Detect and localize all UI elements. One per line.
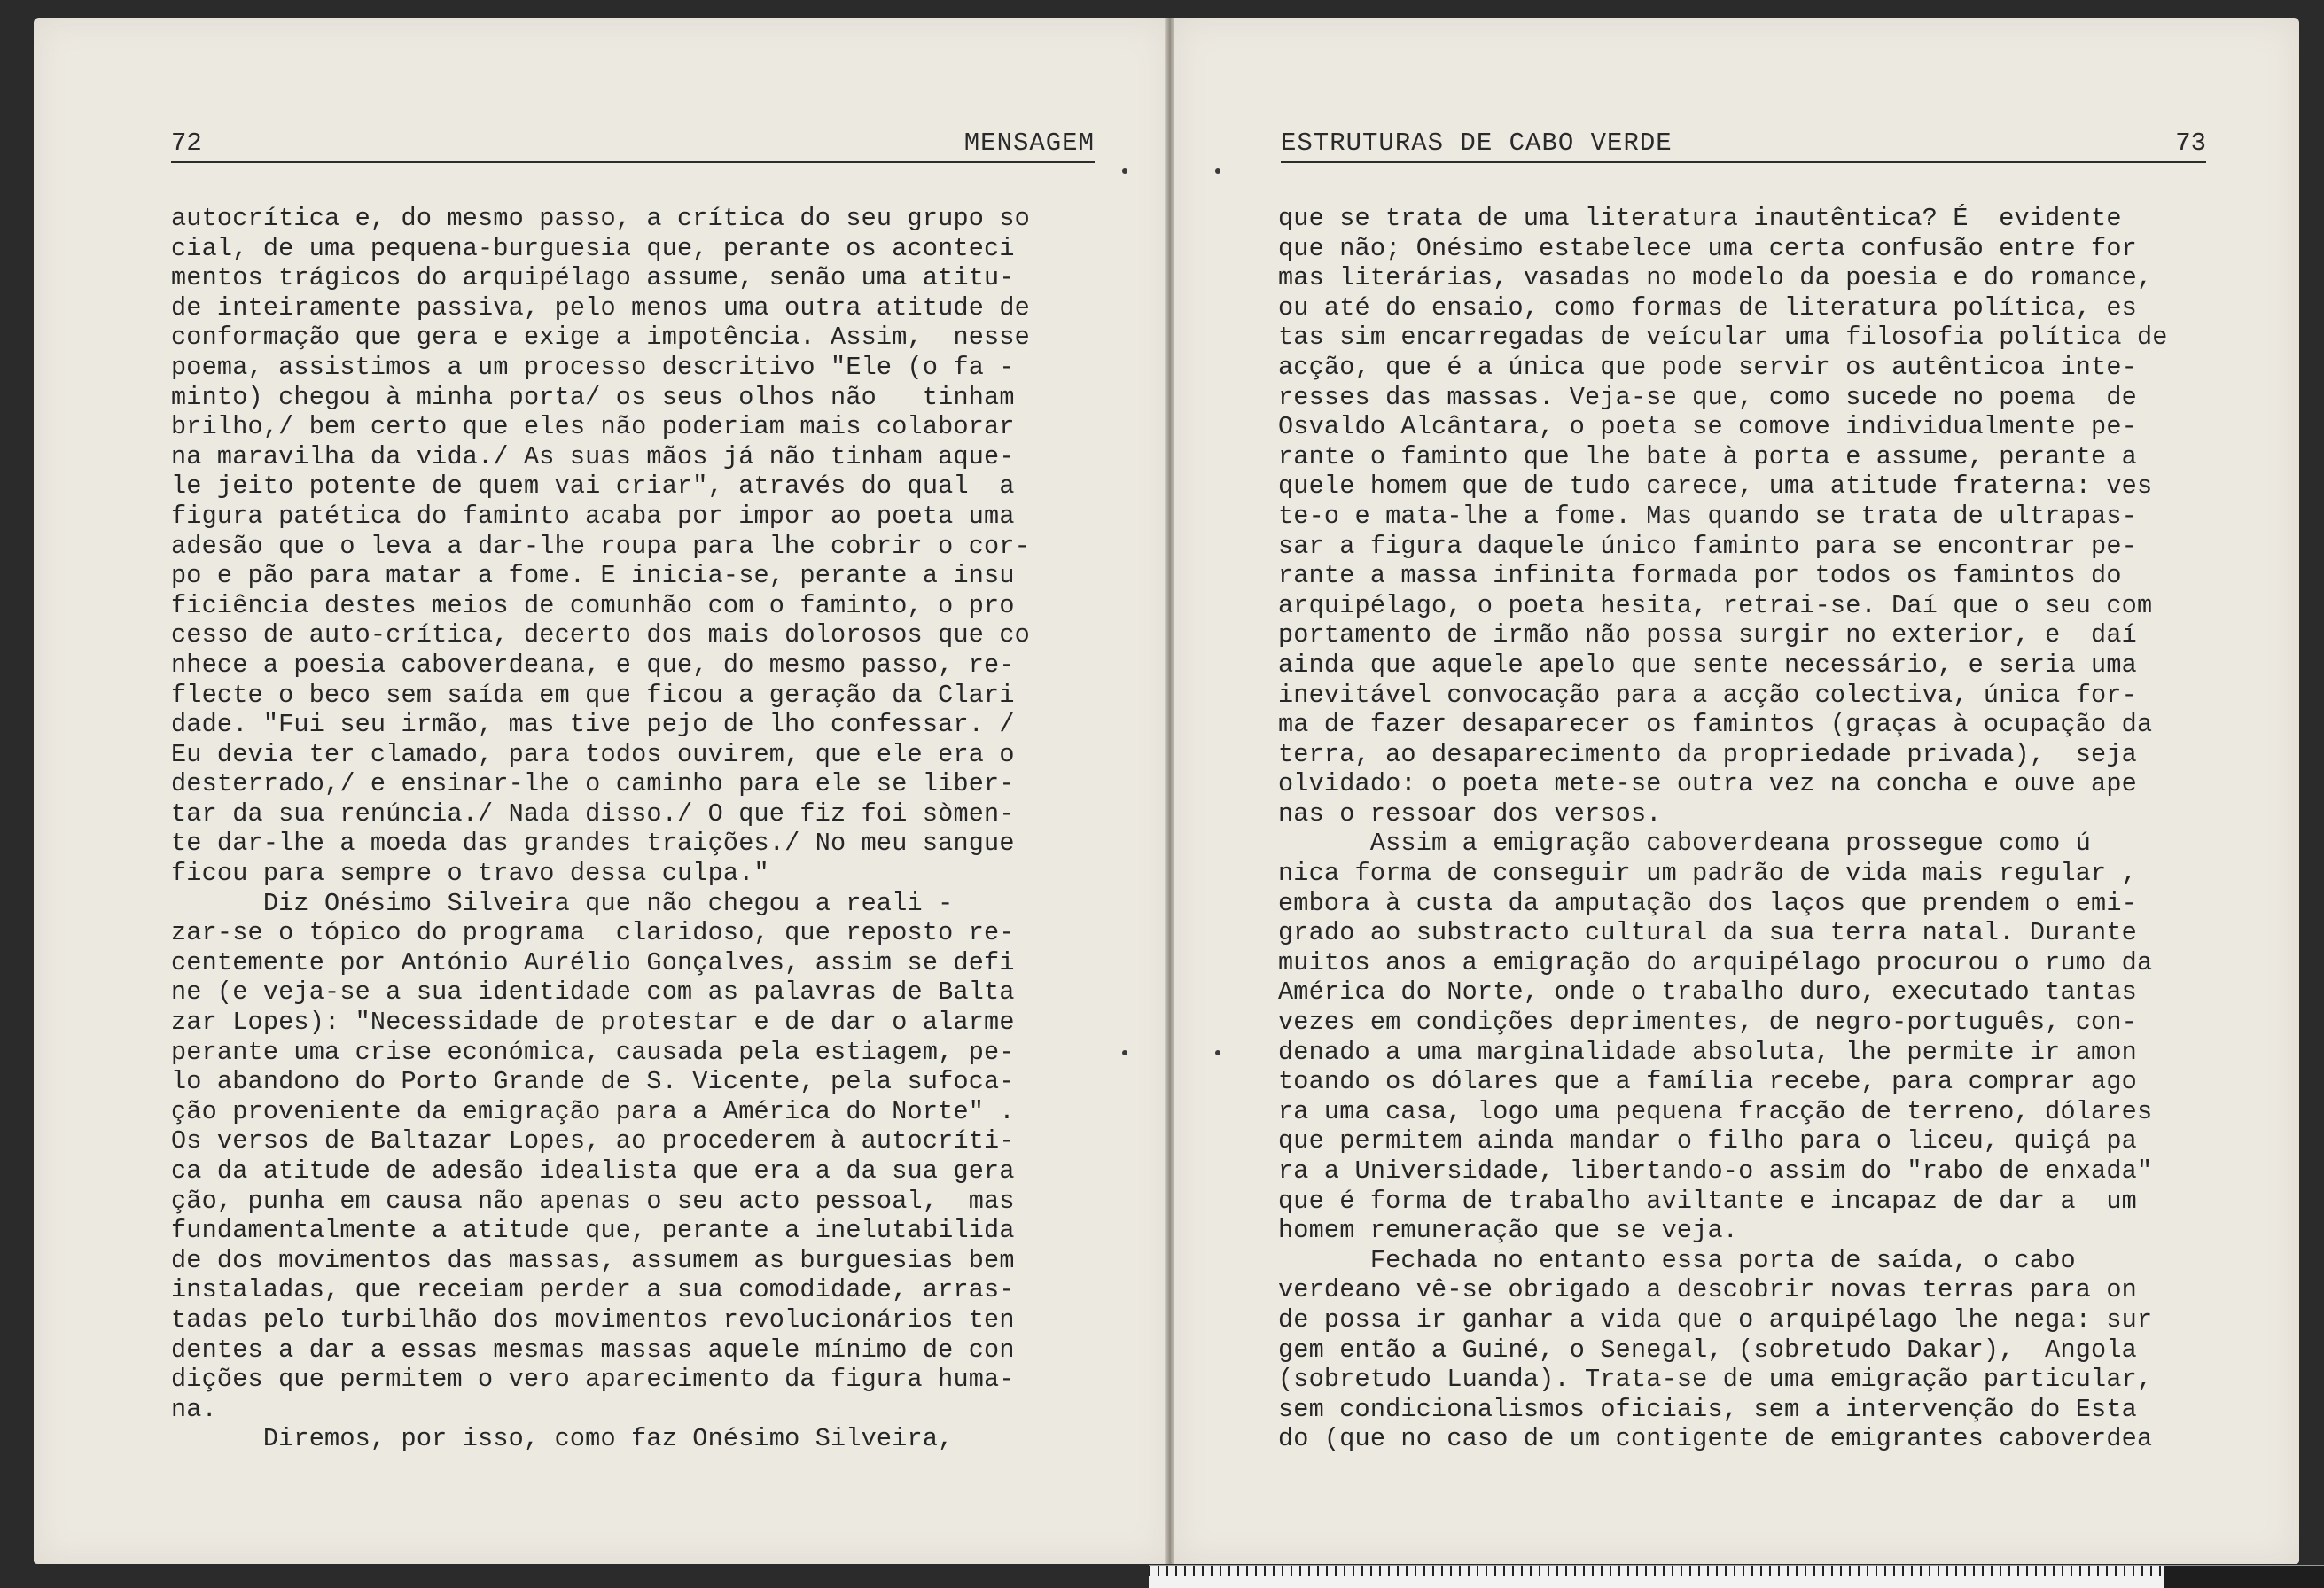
running-title: ESTRUTURAS DE CABO VERDE <box>1281 128 1673 158</box>
text-line: Fechada no entanto essa porta de saída, o cabo <box>1278 1245 2076 1275</box>
text-line: zar Lopes): "Necessidade de protestar e de dar o alarme <box>171 1008 1015 1038</box>
text-line: figura patética do faminto acaba por impor ao poeta uma <box>171 501 1015 531</box>
text-line: olvidado: o poeta mete-se outra vez na concha e ouve ape <box>1278 769 2137 799</box>
text-line: de dos movimentos das massas, assumem as burguesias bem <box>171 1245 1015 1275</box>
text-line: nhece a poesia caboverdeana, e que, do mesmo passo, re- <box>171 650 1015 680</box>
text-line: brilho,/ bem certo que eles não poderiam mais colaborar <box>171 412 1015 442</box>
text-line: inevitável convocação para a acção colectiva, única for- <box>1278 680 2137 710</box>
text-line: tadas pelo turbilhão dos movimentos revolucionários ten <box>171 1304 1015 1335</box>
text-line: desterrado,/ e ensinar-lhe o caminho para ele se liber- <box>171 769 1015 799</box>
text-line: autocrítica e, do mesmo passo, a crítica do seu grupo so <box>171 204 1030 233</box>
text-line: nas o ressoar dos versos. <box>1278 798 1662 829</box>
text-line: na. <box>171 1394 217 1424</box>
text-line: lo abandono do Porto Grande de S. Vicente, pela sufoca- <box>171 1067 1015 1097</box>
page-number: 72 <box>171 128 202 158</box>
left-page <box>34 18 1170 1564</box>
text-line: ção proveniente da emigração para a América do Norte" . <box>171 1096 1015 1126</box>
book-spread <box>34 18 2303 1564</box>
text-line: Diremos, por isso, como faz Onésimo Silveira, <box>171 1424 954 1454</box>
text-line: Os versos de Baltazar Lopes, ao procederem à autocríti- <box>171 1126 1015 1156</box>
binding-hole-mark <box>1215 1050 1220 1055</box>
text-line: Osvaldo Alcântara, o poeta se comove individualmente pe- <box>1278 412 2137 442</box>
text-line: sem condicionalismos oficiais, sem a intervenção do Esta <box>1278 1394 2137 1424</box>
text-line: Diz Onésimo Silveira que não chegou a reali - <box>171 888 954 918</box>
text-line: dições que permitem o vero aparecimento da figura huma- <box>171 1365 1015 1395</box>
text-line: vezes em condições deprimentes, de negro-português, con- <box>1278 1008 2137 1038</box>
text-line: po e pão para matar a fome. E inicia-se, perante a insu <box>171 561 1015 591</box>
text-line: portamento de irmão não possa surgir no exterior, e daí <box>1278 620 2137 650</box>
page-header <box>1281 108 2206 163</box>
text-line: mas literárias, vasadas no modelo da poesia e do romance, <box>1278 263 2153 293</box>
text-line: toando os dólares que a família recebe, para comprar ago <box>1278 1067 2137 1097</box>
text-line: de inteiramente passiva, pelo menos uma outra atitude de <box>171 292 1030 323</box>
text-line: centemente por António Aurélio Gonçalves, assim se defi <box>171 947 1015 977</box>
text-line: ficou para sempre o travo dessa culpa." <box>171 859 769 889</box>
text-line: terra, ao desaparecimento da propriedade privada), seja <box>1278 739 2137 769</box>
text-line: poema, assistimos a um processo descritivo "Ele (o fa - <box>171 352 1015 382</box>
text-line: ou até do ensaio, como formas de literatura política, es <box>1278 292 2137 323</box>
text-line: ção, punha em causa não apenas o seu acto pessoal, mas <box>171 1186 1015 1216</box>
text-line: América do Norte, onde o trabalho duro, executado tantas <box>1278 977 2137 1008</box>
text-line: verdeano vê-se obrigado a descobrir novas terras para on <box>1278 1275 2137 1305</box>
text-line: quele homem que de tudo carece, uma atitude fraterna: ves <box>1278 471 2153 502</box>
text-line: cial, de uma pequena-burguesia que, perante os aconteci <box>171 233 1015 263</box>
binding-hole-mark <box>1122 168 1127 174</box>
text-line: (sobretudo Luanda). Trata-se de uma emigração particular, <box>1278 1365 2153 1395</box>
running-title: MENSAGEM <box>963 128 1095 158</box>
text-line: embora à custa da amputação dos laços que prendem o emi- <box>1278 888 2137 918</box>
text-line: perante uma crise económica, causada pela estiagem, pe- <box>171 1037 1015 1067</box>
text-line: arquipélago, o poeta hesita, retrai-se. Daí que o seu com <box>1278 590 2153 620</box>
page-body-text <box>1278 204 2168 1454</box>
text-line: ficiência destes meios de comunhão com o faminto, o pro <box>171 590 1015 620</box>
text-line: que é forma de trabalho aviltante e incapaz de dar a um <box>1278 1186 2137 1216</box>
text-line: te dar-lhe a moeda das grandes traições./ No meu sangue <box>171 829 1015 859</box>
text-line: denado a uma marginalidade absoluta, lhe permite ir amon <box>1278 1037 2137 1067</box>
text-line: minto) chegou à minha porta/ os seus olhos não tinham <box>171 382 1015 412</box>
text-line: tas sim encarregadas de veícular uma filosofia política de <box>1278 323 2168 353</box>
text-line: le jeito potente de quem vai criar", através do qual a <box>171 471 1015 502</box>
text-line: acção, que é a única que pode servir os autênticoa inte- <box>1278 352 2137 382</box>
text-line: rante o faminto que lhe bate à porta e assume, perante a <box>1278 441 2137 471</box>
text-line: sar a figura daquele único faminto para se encontrar pe- <box>1278 531 2137 561</box>
page-header <box>171 108 1095 163</box>
text-line: conformação que gera e exige a impotência. Assim, nesse <box>171 323 1030 353</box>
right-page <box>1174 18 2299 1564</box>
text-line: gem então a Guiné, o Senegal, (sobretudo Dakar), Angola <box>1278 1335 2137 1365</box>
text-line: dade. "Fui seu irmão, mas tive pejo de lho confessar. / <box>171 710 1015 740</box>
text-line: ra a Universidade, libertando-o assim do "rabo de enxada" <box>1278 1156 2153 1186</box>
text-line: ca da atitude de adesão idealista que era a da sua gera <box>171 1156 1015 1186</box>
text-line: na maravilha da vida./ As suas mãos já não tinham aque- <box>171 441 1015 471</box>
text-line: grado ao substracto cultural da sua terra natal. Durante <box>1278 918 2137 948</box>
text-line: ainda que aquele apelo que sente necessário, e seria uma <box>1278 650 2137 680</box>
text-line: resses das massas. Veja-se que, como sucede no poema de <box>1278 382 2137 412</box>
text-line: dentes a dar a essas mesmas massas aquele mínimo de con <box>171 1335 1015 1365</box>
binding-hole-mark <box>1215 168 1220 174</box>
text-line: flecte o beco sem saída em que ficou a geração da Clari <box>171 680 1015 710</box>
page-number: 73 <box>2175 128 2206 158</box>
text-line: instaladas, que receiam perder a sua comodidade, arras- <box>171 1275 1015 1305</box>
scale-ruler <box>1149 1565 2324 1588</box>
text-line: rante a massa infinita formada por todos os famintos do <box>1278 561 2122 591</box>
text-line: ma de fazer desaparecer os famintos (graças à ocupação da <box>1278 710 2153 740</box>
text-line: de possa ir ganhar a vida que o arquipélago lhe nega: sur <box>1278 1304 2153 1335</box>
ruler-end-band <box>2164 1566 2324 1588</box>
text-line: cesso de auto-crítica, decerto dos mais dolorosos que co <box>171 620 1030 650</box>
text-line: ra uma casa, logo uma pequena fracção de terreno, dólares <box>1278 1096 2153 1126</box>
text-line: zar-se o tópico do programa claridoso, que reposto re- <box>171 918 1015 948</box>
text-line: ne (e veja-se a sua identidade com as palavras de Balta <box>171 977 1015 1008</box>
text-line: nica forma de conseguir um padrão de vida mais regular , <box>1278 859 2137 889</box>
text-line: adesão que o leva a dar-lhe roupa para lhe cobrir o cor- <box>171 531 1030 561</box>
text-line: que permitem ainda mandar o filho para o liceu, quiçá pa <box>1278 1126 2137 1156</box>
text-line: muitos anos a emigração do arquipélago procurou o rumo da <box>1278 947 2153 977</box>
text-line: Assim a emigração caboverdeana prossegue como ú <box>1278 829 2092 859</box>
binding-hole-mark <box>1122 1050 1127 1055</box>
text-line: mentos trágicos do arquipélago assume, senão uma atitu- <box>171 263 1015 293</box>
page-body-text <box>171 204 1030 1454</box>
text-line: do (que no caso de um contigente de emigrantes caboverdea <box>1278 1424 2153 1454</box>
text-line: Eu devia ter clamado, para todos ouvirem, que ele era o <box>171 739 1015 769</box>
text-line: homem remuneração que se veja. <box>1278 1216 1739 1246</box>
text-line: que não; Onésimo estabelece uma certa confusão entre for <box>1278 233 2137 263</box>
text-line: te-o e mata-lhe a fome. Mas quando se trata de ultrapas- <box>1278 501 2137 531</box>
text-line: tar da sua renúncia./ Nada disso./ O que fiz foi sòmen- <box>171 798 1015 829</box>
text-line: que se trata de uma literatura inautêntica? É evidente <box>1278 204 2122 233</box>
text-line: fundamentalmente a atitude que, perante a inelutabilida <box>171 1216 1015 1246</box>
